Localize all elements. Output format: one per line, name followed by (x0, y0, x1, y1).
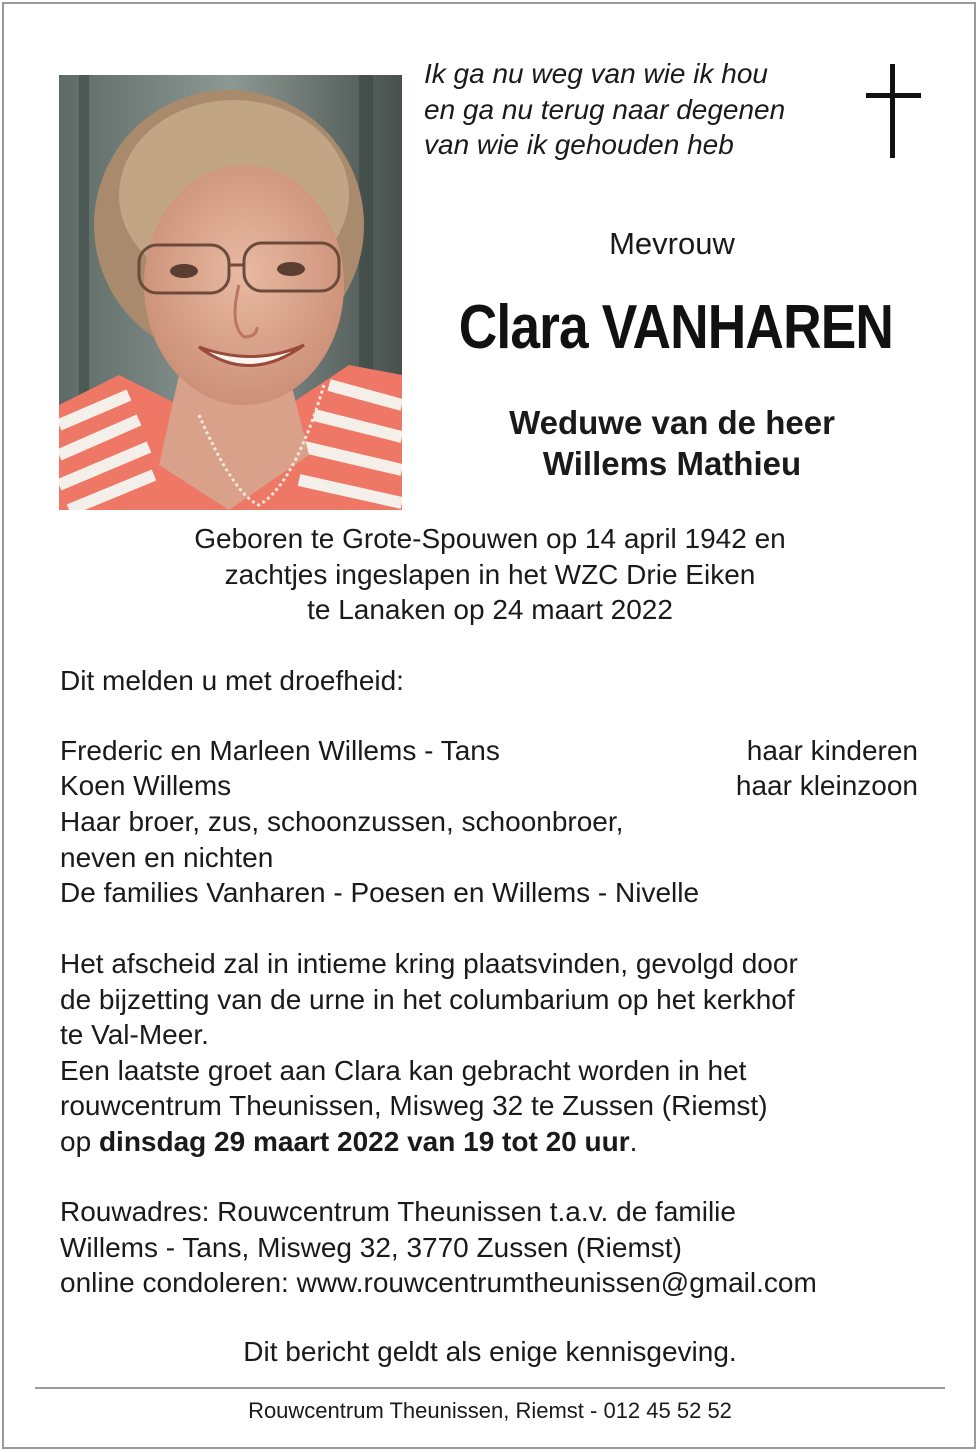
family-line-2: neven en nichten (60, 841, 274, 873)
poem-line-2: en ga nu terug naar degenen (424, 93, 786, 125)
poem (424, 56, 785, 163)
address-line-2: Willems - Tans, Misweg 32, 3770 Zussen (Riemst) (60, 1231, 682, 1263)
birth-line-2: zachtjes ingeslapen in het WZC Drie Eiken (224, 558, 756, 590)
family-line-3: De families Vanharen - Poesen en Willems - Nivelle (60, 877, 700, 908)
cross-icon (866, 64, 921, 158)
widow-statement (424, 402, 920, 484)
deceased-name: Clara VANHAREN (458, 293, 894, 362)
relative-name: Frederic en Marleen Willems - Tans (60, 735, 500, 766)
closing-statement: Dit bericht geldt als enige kennisgeving. (243, 1336, 737, 1367)
family-list (60, 804, 699, 911)
mourning-address (60, 1194, 817, 1301)
footer-divider (35, 1387, 945, 1389)
announcement: Dit melden u met droefheid: (60, 665, 404, 696)
address-line-1: Rouwadres: Rouwcentrum Theunissen t.a.v. de familie (60, 1196, 736, 1227)
ceremony-details (60, 946, 798, 1159)
poem-line-3: van wie ik gehouden heb (424, 129, 734, 160)
relative-row (60, 733, 918, 769)
birth-line-3: te Lanaken op 24 maart 2022 (307, 594, 673, 625)
ceremony-date-suffix: . (629, 1125, 638, 1157)
funeral-home-footer: Rouwcentrum Theunissen, Riemst - 012 45 52 52 (248, 1398, 732, 1423)
ceremony-line-3: te Val-Meer. (60, 1019, 209, 1050)
poem-line-1: Ik ga nu weg van wie ik hou (424, 58, 768, 89)
ceremony-line-1: Het afscheid zal in intieme kring plaatsvinden, gevolgd door (60, 948, 798, 979)
address-line-3: online condoleren: www.rouwcentrumtheunissen@gmail.com (60, 1267, 817, 1298)
relative-relation: haar kinderen (746, 735, 918, 766)
relative-relation: haar kleinzoon (735, 770, 918, 801)
family-line-1: Haar broer, zus, schoonzussen, schoonbroer, (60, 806, 624, 837)
ceremony-line-4: Een laatste groet aan Clara kan gebracht worden in het (60, 1054, 747, 1086)
ceremony-line-5: rouwcentrum Theunissen, Misweg 32 te Zussen (Riemst) (60, 1090, 768, 1121)
birth-line-1: Geboren te Grote-Spouwen op 14 april 1942 en (194, 523, 786, 554)
salutation: Mevrouw (609, 226, 735, 261)
portrait-photo (59, 75, 402, 510)
ceremony-line-2: de bijzetting van de urne in het columbarium op het kerkhof (60, 983, 795, 1015)
relative-row (60, 768, 918, 804)
widow-line-2: Willems Mathieu (542, 445, 802, 482)
ceremony-line-6 (60, 1124, 798, 1160)
birth-and-death-details (0, 521, 980, 628)
ceremony-date-prefix: op (60, 1125, 99, 1157)
widow-line-1: Weduwe van de heer (509, 404, 835, 441)
relative-name: Koen Willems (60, 770, 232, 801)
ceremony-date: dinsdag 29 maart 2022 van 19 tot 20 uur (98, 1125, 630, 1157)
